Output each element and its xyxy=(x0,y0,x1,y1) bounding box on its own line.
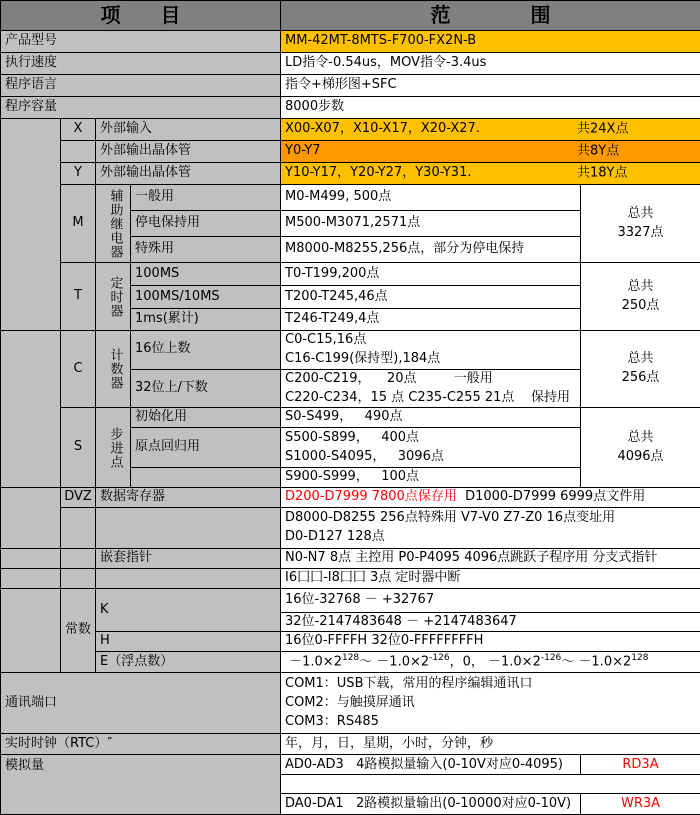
m-row3-label: 特殊用 xyxy=(131,237,281,263)
t-row2-value: T200-T245,46点 xyxy=(281,286,581,309)
spacer-cell xyxy=(1,331,61,488)
c-row1-line1: C0-C15,16点 xyxy=(285,331,580,350)
d-label: 数据寄存器 xyxy=(96,488,281,508)
analog-row3-value: DA0-DA1 2路模拟量输出(0-10000对应0-10V) xyxy=(281,794,581,815)
s-letter: S xyxy=(61,408,96,488)
m-total-line2: 3327点 xyxy=(581,224,700,243)
header-range: 范 围 xyxy=(281,1,700,31)
d-row1-red: D200-D7999 7800点保存用 xyxy=(285,489,457,504)
s-row2-label: 原点回归用 xyxy=(131,428,281,468)
m-total xyxy=(581,185,700,263)
io-x-value xyxy=(281,119,700,141)
io-x-letter: X xyxy=(61,119,96,141)
rtc-label: 实时时钟（RTC）″ xyxy=(1,734,281,755)
pointer-row2-value: I6囗囗-I8囗囗 3点 定时器中断 xyxy=(281,568,700,588)
s-group xyxy=(96,408,131,488)
t-total-line2: 250点 xyxy=(581,297,700,316)
s-row3-value: S900-S999， 100点 xyxy=(281,468,581,488)
analog-row1-value: AD0-AD3 4路模拟量输入(0-10V对应0-4095) xyxy=(281,755,581,775)
s-total xyxy=(581,408,700,488)
s-row3-label xyxy=(131,468,281,488)
t-row3-value: T246-T249,4点 xyxy=(281,309,581,331)
d-row2-line1: D8000-D8255 256点特殊用 V7-V0 Z7-Z0 16点变址用 xyxy=(285,509,700,528)
comm-line2: COM2：与触摸屏通讯 xyxy=(285,694,700,713)
t-letter: T xyxy=(61,263,96,331)
c-row1-label: 16位上数 xyxy=(131,331,281,370)
e-exp: 128 xyxy=(342,653,359,663)
t-group-label: 定时器 xyxy=(109,276,122,318)
pointer-label: 嵌套指针 xyxy=(96,548,281,568)
spacer-cell xyxy=(1,588,61,673)
e-part: ～ －1.0×2 xyxy=(359,655,429,670)
d-letter: DVZ xyxy=(61,488,96,508)
comm-value xyxy=(281,673,700,734)
comm-line3: COM3：RS485 xyxy=(285,713,700,732)
io-y8-range: Y0-Y7 xyxy=(285,143,321,158)
c-row1-line2: C16-C199(保持型),184点 xyxy=(285,350,580,369)
t-row1-label: 100MS xyxy=(131,263,281,286)
m-row1-label: 一般用 xyxy=(131,185,281,211)
constants-h-label: H xyxy=(96,632,281,652)
m-group xyxy=(96,185,131,263)
c-row2-label: 32位上/下数 xyxy=(131,369,281,408)
s-row1-label: 初始化用 xyxy=(131,408,281,428)
io-y-letter: Y xyxy=(61,163,96,185)
io-y8-total: 共8Y点 xyxy=(577,142,619,161)
d-letter-empty xyxy=(61,507,96,548)
spacer-cell xyxy=(1,568,61,588)
capacity-label: 程序容量 xyxy=(1,97,281,119)
d-row2-value xyxy=(281,507,700,548)
d-row1-value xyxy=(281,488,700,508)
speed-label: 执行速度 xyxy=(1,53,281,75)
constants-k-row1: 16位-32768 － +32767 xyxy=(281,588,700,612)
t-total xyxy=(581,263,700,331)
t-total-line1: 总共 xyxy=(581,278,700,297)
s-row1-value: S0-S499， 490点 xyxy=(281,408,581,428)
m-total-line1: 总共 xyxy=(581,205,700,224)
io-y-range: Y10-Y17，Y20-Y27，Y30-Y31. xyxy=(285,165,471,180)
model-value: MM-42MT-8MTS-F700-FX2N-B xyxy=(281,31,700,53)
constants-h-row: 16位0-FFFFH 32位0-FFFFFFFFH xyxy=(281,632,700,652)
e-part: ～ －1.0×2 xyxy=(561,655,631,670)
c-group xyxy=(96,331,131,408)
spacer-cell xyxy=(1,548,61,568)
io-y-total: 共18Y点 xyxy=(577,164,627,183)
c-row2-line2: C220-C234，15 点 C235-C255 21点 保持用 xyxy=(285,389,580,408)
s-row2-line1: S500-S899， 400点 xyxy=(285,429,580,448)
c-total xyxy=(581,331,700,408)
io-x-range: X00-X07，X10-X17，X20-X27. xyxy=(285,121,480,136)
pointer-row1-value: N0-N7 8点 主控用 P0-P4095 4096点跳跃子程序用 分支式指针 xyxy=(281,548,700,568)
m-letter: M xyxy=(61,185,96,263)
c-letter: C xyxy=(61,331,96,408)
constants-e-label: E（浮点数） xyxy=(96,652,281,673)
pointer-letter-empty xyxy=(61,548,96,568)
c-total-line1: 总共 xyxy=(581,350,700,369)
d-row2-line2: D0-D127 128点 xyxy=(285,528,700,547)
e-part: －1.0×2 xyxy=(285,655,342,670)
language-label: 程序语言 xyxy=(1,75,281,97)
c-total-line2: 256点 xyxy=(581,369,700,388)
constants-k-row2: 32位-2147483648 － +2147483647 xyxy=(281,612,700,632)
analog-row2-empty xyxy=(281,775,700,794)
c-row1-value xyxy=(281,331,581,370)
spacer-cell xyxy=(1,119,61,331)
m-row2-label: 停电保持用 xyxy=(131,211,281,237)
m-group-label: 辅助继电器 xyxy=(109,189,122,259)
spacer-cell xyxy=(1,488,61,549)
comm-label: 通讯端口 xyxy=(1,673,281,734)
c-group-label: 计数器 xyxy=(109,348,122,390)
analog-row3-code: WR3A xyxy=(581,794,700,815)
s-row2-line2: S1000-S4095， 3096点 xyxy=(285,448,580,467)
io-y-label: 外部输出晶体管 xyxy=(96,163,281,185)
t-row3-label: 1ms(累计) xyxy=(131,309,281,331)
e-part: ，0， －1.0×2 xyxy=(450,655,541,670)
language-value: 指令+梯形图+SFC xyxy=(281,75,700,97)
s-total-line1: 总共 xyxy=(581,429,700,448)
model-label: 产品型号 xyxy=(1,31,281,53)
capacity-value: 8000步数 xyxy=(281,97,700,119)
d-row1-black: D1000-D7999 6999点文件用 xyxy=(457,489,645,504)
s-row2-value xyxy=(281,428,581,468)
io-y8-value xyxy=(281,141,700,163)
header-item: 项 目 xyxy=(1,1,281,31)
e-exp: 128 xyxy=(631,653,648,663)
m-row3-value: M8000-M8255,256点，部分为停电保持 xyxy=(281,237,581,263)
s-total-line2: 4096点 xyxy=(581,448,700,467)
constants-group: 常数 xyxy=(61,588,96,673)
d-label-empty xyxy=(96,507,281,548)
c-row2-line1: C200-C219， 20点 一般用 xyxy=(285,370,580,389)
io-y8-label: 外部输出晶体管 xyxy=(96,141,281,163)
pointer-label-empty xyxy=(96,568,281,588)
m-row1-value: M0-M499, 500点 xyxy=(281,185,581,211)
t-group xyxy=(96,263,131,331)
rtc-value: 年，月，日，星期，小时，分钟，秒 xyxy=(281,734,700,755)
s-group-label: 步进点 xyxy=(109,427,122,469)
m-row2-value: M500-M3071,2571点 xyxy=(281,211,581,237)
io-y8-letter xyxy=(61,141,96,163)
pointer-letter-empty2 xyxy=(61,568,96,588)
e-exp: -126 xyxy=(429,653,449,663)
constants-k-label: K xyxy=(96,588,281,632)
comm-line1: COM1：USB下载，常用的程序编辑通讯口 xyxy=(285,675,700,694)
t-row1-value: T0-T199,200点 xyxy=(281,263,581,286)
io-y-value xyxy=(281,163,700,185)
t-row2-label: 100MS/10MS xyxy=(131,286,281,309)
analog-label: 模拟量 xyxy=(1,755,281,815)
io-x-total: 共24X点 xyxy=(577,120,628,139)
speed-value: LD指令-0.54us，MOV指令-3.4us xyxy=(281,53,700,75)
constants-e-row xyxy=(281,652,700,673)
io-x-label: 外部输入 xyxy=(96,119,281,141)
analog-row1-code: RD3A xyxy=(581,755,700,775)
c-row2-value xyxy=(281,369,581,408)
e-exp: -126 xyxy=(541,653,561,663)
